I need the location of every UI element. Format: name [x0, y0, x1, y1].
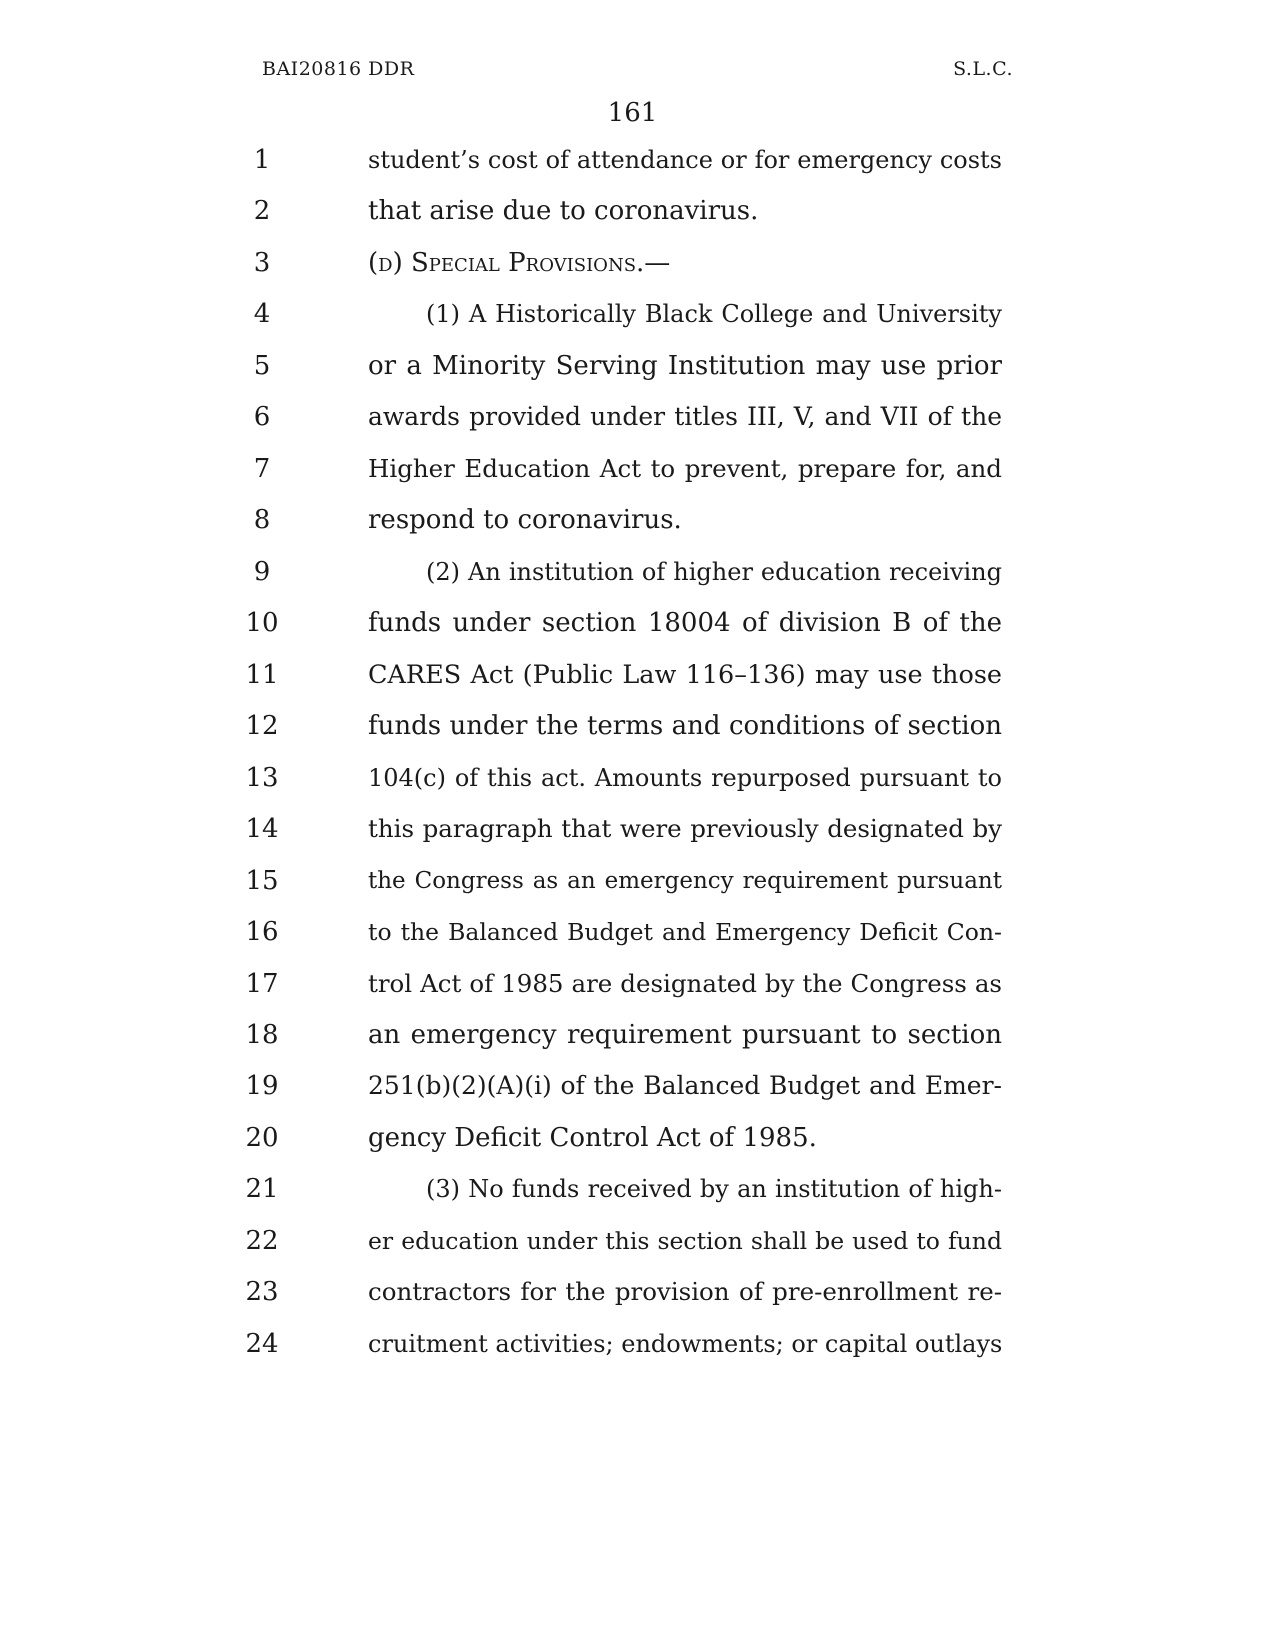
line-text: respond to coronavirus. — [368, 505, 682, 535]
line-text: the Congress as an emergency requirement pursuant — [368, 868, 1002, 894]
text-line — [0, 1169, 1275, 1209]
line-number: 21 — [245, 1174, 279, 1204]
line-text: that arise due to coronavirus. — [368, 196, 759, 226]
line-text: funds under section 18004 of division B of the — [368, 608, 1002, 638]
text-line — [0, 603, 1275, 643]
line-text: (1) A Historically Black College and University — [426, 300, 1002, 328]
line-text: 104(c) of this act. Amounts repurposed pursuant to — [368, 764, 1002, 792]
line-text: (2) An institution of higher education receiving — [426, 558, 1002, 586]
text-line — [0, 1118, 1275, 1158]
text-line — [0, 140, 1275, 180]
text-line — [0, 655, 1275, 695]
text-line — [0, 449, 1275, 489]
line-number: 11 — [245, 660, 279, 690]
text-line — [0, 809, 1275, 849]
office-code: S.L.C. — [953, 58, 1013, 80]
line-text: an emergency requirement pursuant to section — [368, 1020, 1002, 1050]
line-number: 22 — [245, 1226, 279, 1256]
line-number: 15 — [245, 866, 279, 896]
line-number: 14 — [245, 814, 279, 844]
line-number: 4 — [253, 299, 271, 329]
line-number: 17 — [245, 969, 279, 999]
text-line — [0, 1066, 1275, 1106]
line-number: 18 — [245, 1020, 279, 1050]
line-number: 19 — [245, 1071, 279, 1101]
text-line — [0, 861, 1275, 901]
line-number: 1 — [253, 145, 271, 175]
line-number: 8 — [253, 505, 271, 535]
line-text: trol Act of 1985 are designated by the Congress as — [368, 969, 1002, 998]
text-line — [0, 500, 1275, 540]
text-line — [0, 706, 1275, 746]
line-text: Higher Education Act to prevent, prepare for, and — [368, 454, 1002, 483]
line-text: er education under this section shall be used to fund — [368, 1227, 1002, 1255]
line-text: awards provided under titles III, V, and VII of the — [368, 402, 1002, 431]
text-line — [0, 1324, 1275, 1364]
line-number: 12 — [245, 711, 279, 741]
text-line — [0, 912, 1275, 952]
text-line — [0, 191, 1275, 231]
document-id: BAI20816 DDR — [262, 58, 415, 80]
text-line — [0, 964, 1275, 1004]
line-text: this paragraph that were previously designated by — [368, 814, 1002, 843]
line-number: 5 — [253, 351, 271, 381]
text-line — [0, 397, 1275, 437]
text-line — [0, 294, 1275, 334]
section-heading: (d) Special Provisions.— — [368, 248, 671, 278]
line-number: 13 — [245, 763, 279, 793]
line-number: 6 — [253, 402, 271, 432]
text-line — [0, 1015, 1275, 1055]
line-number: 9 — [253, 557, 271, 587]
text-line — [0, 552, 1275, 592]
line-text: student’s cost of attendance or for emergency costs — [368, 146, 1002, 174]
text-line — [0, 1221, 1275, 1261]
line-number: 3 — [253, 248, 271, 278]
line-number: 10 — [245, 608, 279, 638]
line-number: 24 — [245, 1329, 279, 1359]
line-text: gency Deficit Control Act of 1985. — [368, 1123, 817, 1153]
line-text: contractors for the provision of pre-enrollment re- — [368, 1277, 1002, 1306]
text-line — [0, 1272, 1275, 1312]
line-text: funds under the terms and conditions of section — [368, 711, 1002, 741]
line-text: 251(b)(2)(A)(i) of the Balanced Budget and Emer- — [368, 1071, 1002, 1100]
line-text: CARES Act (Public Law 116–136) may use those — [368, 660, 1002, 690]
text-line — [0, 758, 1275, 798]
line-text: (3) No funds received by an institution of high- — [426, 1175, 1002, 1203]
line-number: 23 — [245, 1277, 279, 1307]
line-text: to the Balanced Budget and Emergency Deficit Con- — [368, 918, 1002, 946]
line-text: cruitment activities; endowments; or capital outlays — [368, 1330, 1002, 1358]
line-number: 20 — [245, 1123, 279, 1153]
text-line — [0, 346, 1275, 386]
line-number: 7 — [253, 454, 271, 484]
text-line — [0, 243, 1275, 283]
line-number: 16 — [245, 917, 279, 947]
line-text: or a Minority Serving Institution may use prior — [368, 351, 1002, 381]
line-number: 2 — [253, 196, 271, 226]
page-number: 161 — [607, 98, 658, 128]
